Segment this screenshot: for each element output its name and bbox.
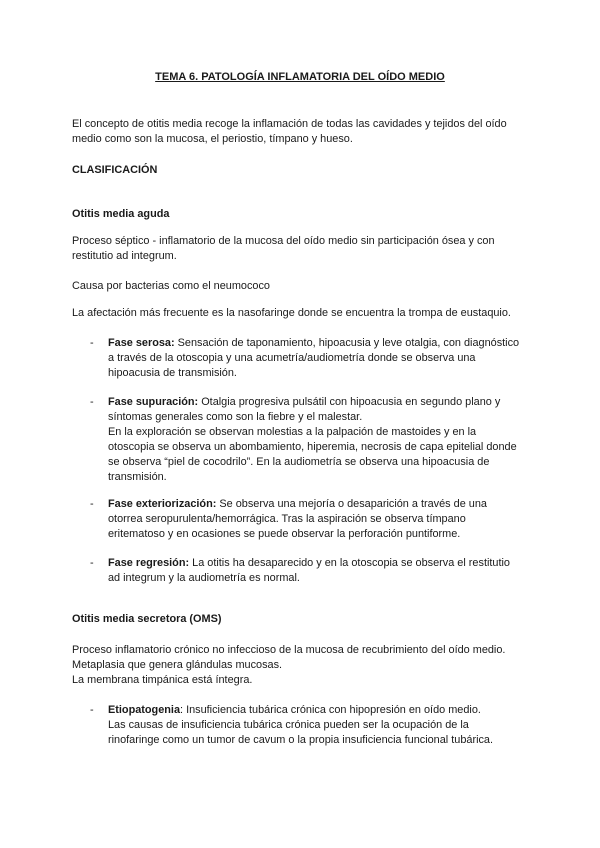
text-line: transmisión. xyxy=(108,471,167,483)
text-line: rinofaringe como un tumor de cavum o la propia insuficiencia funcional tubárica. xyxy=(108,734,494,746)
text-line: síntomas generales como son la fiebre y el malestar. xyxy=(108,411,363,423)
bullet-label: Etiopatogenia xyxy=(108,704,181,716)
oma-causa: Causa por bacterias como el neumococo xyxy=(72,280,270,292)
text-line: Proceso inflamatorio crónico no infeccioso de la mucosa de recubrimiento del oído medio. xyxy=(72,644,506,656)
oma-definition xyxy=(72,234,532,264)
bullet-dash: - xyxy=(90,337,94,349)
bullet-fase-regresion xyxy=(108,556,533,586)
text-line: En la exploración se observan molestias a la palpación de mastoides y en la xyxy=(108,426,477,438)
text-line: otoscopia se observa un abombamiento, hiperemia, necrosis de capa epitelial donde xyxy=(108,441,517,453)
text-line: La membrana timpánica está íntegra. xyxy=(72,674,253,686)
text-line xyxy=(108,497,533,512)
text-line xyxy=(108,336,533,351)
text-line xyxy=(108,395,533,410)
text-line: medio como son la mucosa, el periostio, tímpano y hueso. xyxy=(72,133,353,145)
bullet-fase-supuracion xyxy=(108,395,533,485)
text-line: El concepto de otitis media recoge la inflamación de todas las cavidades y tejidos del oído xyxy=(72,118,507,130)
oms-definition xyxy=(72,643,532,688)
text-line: a través de la otoscopia y una acumetría/audiometría donde se observa una xyxy=(108,352,476,364)
text-line: Las causas de insuficiencia tubárica crónica pueden ser la ocupación de la xyxy=(108,719,469,731)
text-line: Proceso séptico - inflamatorio de la mucosa del oído medio sin participación ósea y con xyxy=(72,235,495,247)
bullet-dash: - xyxy=(90,396,94,408)
text-line: Metaplasia que genera glándulas mucosas. xyxy=(72,659,283,671)
bullet-label: Fase exteriorización: xyxy=(108,498,217,510)
bullet-dash: - xyxy=(90,498,94,510)
text-line: eritematoso y en ocasiones se puede observar la perforación puntiforme. xyxy=(108,528,461,540)
text-line xyxy=(108,703,533,718)
bullet-first-line: Se observa una mejoría o desaparición a través de una xyxy=(216,498,487,510)
bullet-fase-serosa xyxy=(108,336,533,381)
bullet-etiopatogenia xyxy=(108,703,533,748)
page-title: TEMA 6. PATOLOGÍA INFLAMATORIA DEL OÍDO MEDIO xyxy=(155,71,445,83)
text-line: hipoacusia de transmisión. xyxy=(108,367,237,379)
subheading-otitis-media-secretora: Otitis media secretora (OMS) xyxy=(72,613,222,625)
text-line: restitutio ad integrum. xyxy=(72,250,177,262)
bullet-first-line: : Insuficiencia tubárica crónica con hipopresión en oído medio. xyxy=(180,704,481,716)
oma-afectacion: La afectación más frecuente es la nasofaringe donde se encuentra la trompa de eustaquio. xyxy=(72,307,511,319)
subheading-otitis-media-aguda: Otitis media aguda xyxy=(72,208,170,220)
text-line: se observa “piel de cocodrilo”. En la audiometría se observa una hipoacusia de xyxy=(108,456,490,468)
bullet-fase-exteriorizacion xyxy=(108,497,533,542)
bullet-label: Fase regresión: xyxy=(108,557,190,569)
bullet-label: Fase serosa: xyxy=(108,337,175,349)
section-heading-clasificacion: CLASIFICACIÓN xyxy=(72,164,158,176)
bullet-dash: - xyxy=(90,557,94,569)
intro-paragraph xyxy=(72,117,532,147)
bullet-label: Fase supuración: xyxy=(108,396,199,408)
bullet-first-line: Sensación de taponamiento, hipoacusia y leve otalgia, con diagnóstico xyxy=(174,337,520,349)
bullet-first-line: La otitis ha desaparecido y en la otoscopia se observa el restitutio xyxy=(189,557,510,569)
bullet-dash: - xyxy=(90,704,94,716)
text-line: ad integrum y la audiometría es normal. xyxy=(108,572,300,584)
bullet-first-line: Otalgia progresiva pulsátil con hipoacusia en segundo plano y xyxy=(198,396,501,408)
text-line: otorrea seropurulenta/hemorrágica. Tras la aspiración se observa tímpano xyxy=(108,513,466,525)
text-line xyxy=(108,556,533,571)
